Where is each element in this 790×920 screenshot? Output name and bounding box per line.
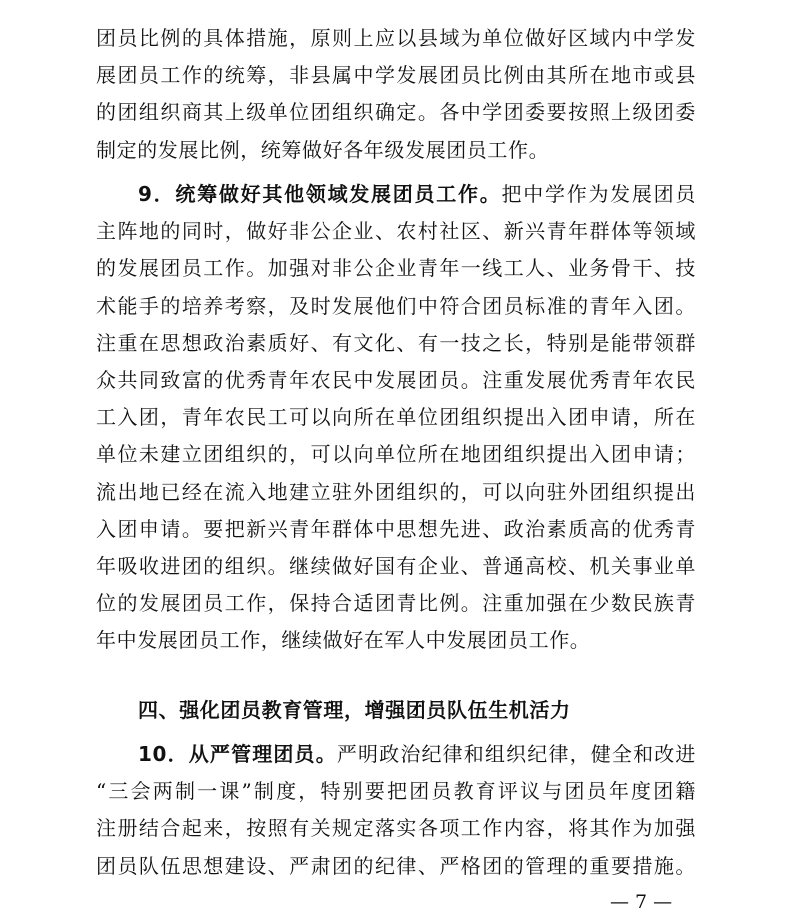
body-line: 众共同致富的优秀青年农民中发展团员。注重发展优秀青年农民 [96, 368, 696, 393]
item-10-heading: 10．从严管理团员。 [138, 742, 337, 766]
body-line: 团员队伍思想建设、严肃团的纪律、严格团的管理的重要措施。 [96, 853, 696, 878]
body-line: 术能手的培养考察，及时发展他们中符合团员标准的青年入团。 [96, 293, 696, 318]
item-10-first-line [96, 736, 696, 773]
body-line: 注册结合起来，按照有关规定落实各项工作内容，将其作为加强 [96, 816, 696, 841]
paragraph-item-9 [96, 176, 696, 660]
item-9-heading: 9．统筹做好其他领域发展团员工作。 [138, 182, 502, 206]
item-9-first-line [96, 176, 696, 213]
body-line: 流出地已经在流入地建立驻外团组织的，可以向驻外团组织提出 [96, 479, 696, 504]
item-9-first-line-rest: 把中学作为发展团员 [501, 182, 696, 206]
paragraph-top [96, 20, 696, 169]
body-line: 主阵地的同时，做好非公企业、农村社区、新兴青年群体等领域 [96, 219, 696, 244]
section-heading-4: 四、强化团员教育管理，增强团员队伍生机活力 [138, 698, 571, 722]
item-10-first-line-rest: 严明政治纪律和组织纪律，健全和改进 [336, 742, 696, 766]
body-line: 团员比例的具体措施，原则上应以县域为单位做好区域内中学发 [96, 26, 696, 50]
body-line: 的团组织商其上级单位团组织确定。各中学团委要按照上级团委 [96, 100, 696, 125]
page-number: — 7 — [610, 891, 673, 913]
body-line: “三会两制一课”制度，特别要把团员教育评议与团员年度团籍 [96, 779, 696, 804]
body-line: 制定的发展比例，统筹做好各年级发展团员工作。 [96, 137, 550, 162]
body-line: 年吸收进团的组织。继续做好国有企业、普通高校、机关事业单 [96, 554, 696, 579]
body-line: 展团员工作的统筹，非县属中学发展团员比例由其所在地市或县 [96, 63, 696, 88]
paragraph-item-10 [96, 736, 696, 885]
body-line: 的发展团员工作。加强对非公企业青年一线工人、业务骨干、技 [96, 256, 696, 281]
body-line: 单位未建立团组织的，可以向单位所在地团组织提出入团申请； [96, 442, 696, 467]
body-line: 年中发展团员工作，继续做好在军人中发展团员工作。 [96, 628, 591, 653]
body-line: 注重在思想政治素质好、有文化、有一技之长，特别是能带领群 [96, 330, 696, 355]
body-line: 工入团，青年农民工可以向所在单位团组织提出入团申请，所在 [96, 405, 696, 430]
body-line: 位的发展团员工作，保持合适团青比例。注重加强在少数民族青 [96, 591, 696, 616]
body-line: 入团申请。要把新兴青年群体中思想先进、政治素质高的优秀青 [96, 516, 696, 541]
